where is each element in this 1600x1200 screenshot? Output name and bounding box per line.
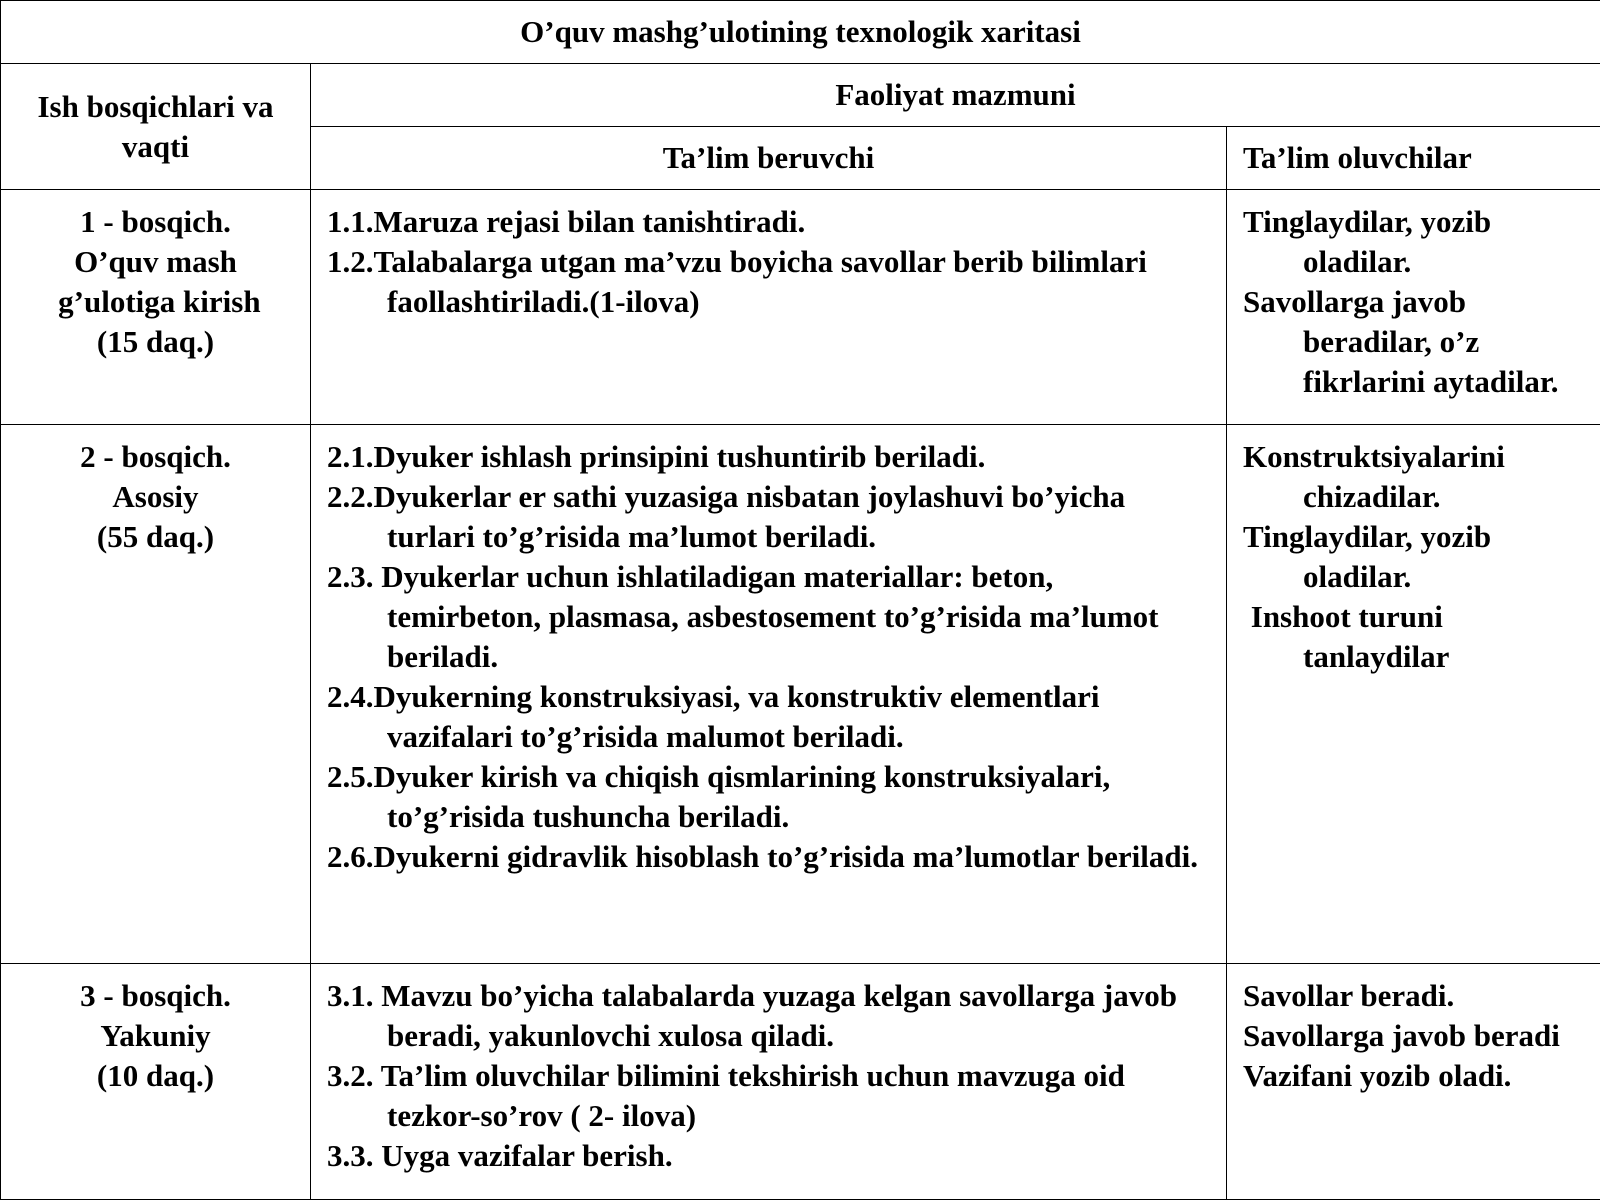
student-activity-cell	[1227, 425, 1600, 964]
title-row	[1, 1, 1600, 64]
stage-line: 2 - bosqich.	[80, 439, 231, 474]
teacher-activity-item: 2.1.Dyuker ishlash prinsipini tushuntirib beriladi.	[327, 439, 986, 474]
teacher-activity-item: 3.2. Ta’lim oluvchilar bilimini tekshirish uchun mavzuga oid tezkor-so’rov ( 2- ilova)	[327, 1058, 1125, 1133]
teacher-activity-item: 3.3. Uyga vazifalar berish.	[327, 1138, 673, 1173]
student-activity-cell	[1227, 190, 1600, 425]
teacher-activity-item: 1.1.Maruza rejasi bilan tanishtiradi.	[327, 204, 806, 239]
teacher-activity-cell	[311, 190, 1227, 425]
student-activity-item: Tinglaydilar, yozib oladilar.	[1243, 204, 1499, 279]
stage-cell	[1, 190, 311, 425]
student-activity-item: Savollarga javob beradi	[1243, 1018, 1560, 1053]
header-activity: Faoliyat mazmuni	[311, 64, 1600, 127]
teacher-activity-cell	[311, 425, 1227, 964]
stage-line: (55 daq.)	[96, 519, 215, 554]
teacher-activity-item: 1.2.Talabalarga utgan ma’vzu boyicha savollar berib bilimlari faollashtiriladi.(1-ilova)	[327, 244, 1147, 319]
student-activity-item: Tinglaydilar, yozib oladilar.	[1243, 519, 1499, 594]
teacher-activity-item: 2.5.Dyuker kirish va chiqish qismlarining konstruksiyalari, to’g’risida tushuncha beriladi.	[327, 759, 1111, 834]
teacher-activity-cell	[311, 964, 1227, 1200]
teacher-activity-item: 3.1. Mavzu bo’yicha talabalarda yuzaga kelgan savollarga javob beradi, yakunlovchi xulosa qiladi.	[327, 978, 1177, 1053]
teacher-activity-item: 2.4.Dyukerning konstruksiyasi, va konstruktiv elementlari vazifalari to’g’risida malumot beriladi.	[327, 679, 1100, 754]
stage-line: (15 daq.)	[96, 324, 215, 359]
student-activity-item: Konstruktsiyalarini chizadilar.	[1243, 439, 1513, 514]
stage-row-2	[1, 425, 1600, 964]
stage-cell	[1, 964, 311, 1200]
header-row-1	[1, 64, 1600, 127]
stage-cell	[1, 425, 311, 964]
stage-row-3	[1, 964, 1600, 1200]
stage-line: O’quv mash	[74, 244, 237, 279]
stage-line: Asosiy	[112, 479, 199, 514]
student-activity-cell	[1227, 964, 1600, 1200]
student-activity-item: Vazifani yozib oladi.	[1243, 1058, 1512, 1093]
table-title: O’quv mashg’ulotining texnologik xaritasi	[1, 1, 1600, 64]
student-activity-item: Inshoot turuni tanlaydilar	[1243, 599, 1451, 674]
teacher-activity-item: 2.2.Dyukerlar er sathi yuzasiga nisbatan joylashuvi bo’yicha turlari to’g’risida ma’lumot beriladi.	[327, 479, 1126, 554]
stage-row-1	[1, 190, 1600, 425]
stage-line: g’ulotiga kirish	[50, 284, 261, 319]
stage-line: 3 - bosqich.	[80, 978, 231, 1013]
stage-line: (10 daq.)	[96, 1058, 215, 1093]
student-activity-item: Savollarga javob beradilar, o’z fikrlarini aytadilar.	[1243, 284, 1559, 399]
teacher-activity-item: 2.6.Dyukerni gidravlik hisoblash to’g’risida ma’lumotlar beriladi.	[327, 839, 1198, 874]
header-stages: Ish bosqichlari va vaqti	[1, 64, 311, 190]
stage-line: 1 - bosqich.	[80, 204, 231, 239]
stage-line: Yakuniy	[100, 1018, 211, 1053]
header-teacher: Ta’lim beruvchi	[311, 127, 1227, 190]
header-students: Ta’lim oluvchilar	[1227, 127, 1600, 190]
student-activity-item: Savollar beradi.	[1243, 978, 1455, 1013]
teacher-activity-item: 2.3. Dyukerlar uchun ishlatiladigan materiallar: beton, temirbeton, plasmasa, asbestosement to’g’risida ma’lumot beriladi.	[327, 559, 1159, 674]
